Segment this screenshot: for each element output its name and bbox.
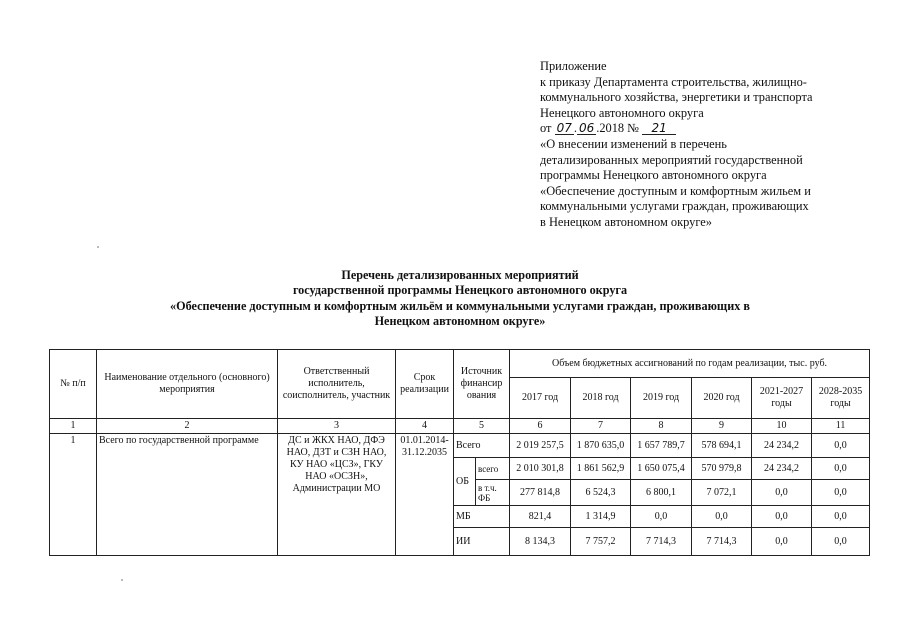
col-number: 7 xyxy=(571,419,631,434)
header-responsible: Ответственный исполнитель, соисполнитель, участник xyxy=(278,350,396,419)
col-number: 11 xyxy=(812,419,870,434)
col-number: 2 xyxy=(97,419,278,434)
source-label: Всего xyxy=(454,434,510,458)
value-cell: 0,0 xyxy=(631,506,692,528)
col-number: 1 xyxy=(50,419,97,434)
column-numbers-row xyxy=(50,419,870,434)
value-cell: 1 314,9 xyxy=(571,506,631,528)
header-year: 2020 год xyxy=(692,378,752,419)
header-year: 2018 год xyxy=(571,378,631,419)
appendix-line: коммунальными услугами граждан, проживающих xyxy=(540,199,809,214)
header-year: 2021-2027 годы xyxy=(752,378,812,419)
value-cell: 0,0 xyxy=(812,458,870,480)
value-cell: 2 019 257,5 xyxy=(510,434,571,458)
appendix-block xyxy=(540,59,870,231)
value-cell: 578 694,1 xyxy=(692,434,752,458)
appendix-line: Приложение xyxy=(540,59,607,73)
doc-number: 21 xyxy=(642,122,676,135)
value-cell: 277 814,8 xyxy=(510,480,571,506)
value-cell: 1 870 635,0 xyxy=(571,434,631,458)
appendix-line: к приказу Департамента строительства, жилищно- xyxy=(540,74,807,89)
date-year: .2018 № xyxy=(596,121,640,136)
title-line: государственной программы Ненецкого автономного округа xyxy=(292,283,628,298)
col-number: 9 xyxy=(692,419,752,434)
header-year: 2019 год xyxy=(631,378,692,419)
value-cell: 1 657 789,7 xyxy=(631,434,692,458)
activities-table xyxy=(49,349,870,556)
value-cell: 7 072,1 xyxy=(692,480,752,506)
value-cell: 0,0 xyxy=(692,506,752,528)
col-number: 8 xyxy=(631,419,692,434)
value-cell: 0,0 xyxy=(812,434,870,458)
value-cell: 2 010 301,8 xyxy=(510,458,571,480)
row-num: 1 xyxy=(50,434,97,556)
col-number: 5 xyxy=(454,419,510,434)
value-cell: 7 714,3 xyxy=(692,528,752,556)
appendix-line: Ненецкого автономного округа xyxy=(540,105,704,120)
source-label: МБ xyxy=(454,506,510,528)
appendix-line: коммунального хозяйства, энергетики и транспорта xyxy=(540,90,813,105)
source-sublabel: в т.ч. ФБ xyxy=(476,480,510,506)
scan-speck xyxy=(121,579,123,581)
date-month: 06 xyxy=(578,121,595,136)
date-day: 07 xyxy=(556,121,572,136)
title-line: Перечень детализированных мероприятий xyxy=(341,268,579,282)
source-sublabel: всего xyxy=(476,458,510,480)
table-row xyxy=(50,434,870,458)
value-cell: 7 757,2 xyxy=(571,528,631,556)
value-cell: 0,0 xyxy=(812,528,870,556)
appendix-line: детализированных мероприятий государственной xyxy=(540,152,803,167)
appendix-line: «Обеспечение доступным и комфортным жильем и xyxy=(540,183,811,198)
col-number: 6 xyxy=(510,419,571,434)
source-label: ОБ xyxy=(454,458,476,506)
header-num: № п/п xyxy=(50,350,97,419)
value-cell: 6 524,3 xyxy=(571,480,631,506)
header-year: 2028-2035 годы xyxy=(812,378,870,419)
header-name: Наименование отдельного (основного) мероприятия xyxy=(97,350,278,419)
header-year: 2017 год xyxy=(510,378,571,419)
row-period: 01.01.2014-31.12.2035 xyxy=(396,434,454,556)
appendix-date-line: от 07 . 06 .2018 № 21 xyxy=(540,121,870,137)
value-cell: 24 234,2 xyxy=(752,458,812,480)
value-cell: 24 234,2 xyxy=(752,434,812,458)
value-cell: 1 650 075,4 xyxy=(631,458,692,480)
value-cell: 0,0 xyxy=(812,480,870,506)
value-cell: 570 979,8 xyxy=(692,458,752,480)
document-title xyxy=(80,268,840,330)
value-cell: 0,0 xyxy=(812,506,870,528)
title-line: «Обеспечение доступным и комфортным жильём и коммунальными услугами граждан, проживающих в xyxy=(170,298,750,313)
appendix-line: в Ненецком автономном округе» xyxy=(540,214,712,229)
header-period: Срок реализации xyxy=(396,350,454,419)
value-cell: 6 800,1 xyxy=(631,480,692,506)
appendix-line: программы Ненецкого автономного округа xyxy=(540,168,767,183)
value-cell: 7 714,3 xyxy=(631,528,692,556)
scan-speck xyxy=(97,246,99,248)
header-source: Источник финансир ования xyxy=(454,350,510,419)
col-number: 10 xyxy=(752,419,812,434)
appendix-line: «О внесении изменений в перечень xyxy=(540,136,727,151)
value-cell: 821,4 xyxy=(510,506,571,528)
col-number: 3 xyxy=(278,419,396,434)
value-cell: 0,0 xyxy=(752,480,812,506)
value-cell: 0,0 xyxy=(752,528,812,556)
source-label: ИИ xyxy=(454,528,510,556)
title-line: Ненецком автономном округе» xyxy=(374,314,546,329)
value-cell: 1 861 562,9 xyxy=(571,458,631,480)
row-responsible: ДС и ЖКХ НАО, ДФЭ НАО, ДЗТ и СЗН НАО, КУ НАО «ЦСЗ», ГКУ НАО «ОСЗН», Администрации МО xyxy=(278,434,396,556)
value-cell: 0,0 xyxy=(752,506,812,528)
row-name: Всего по государственной программе xyxy=(97,434,278,556)
header-budget: Объем бюджетных ассигнований по годам реализации, тыс. руб. xyxy=(510,350,870,378)
col-number: 4 xyxy=(396,419,454,434)
value-cell: 8 134,3 xyxy=(510,528,571,556)
